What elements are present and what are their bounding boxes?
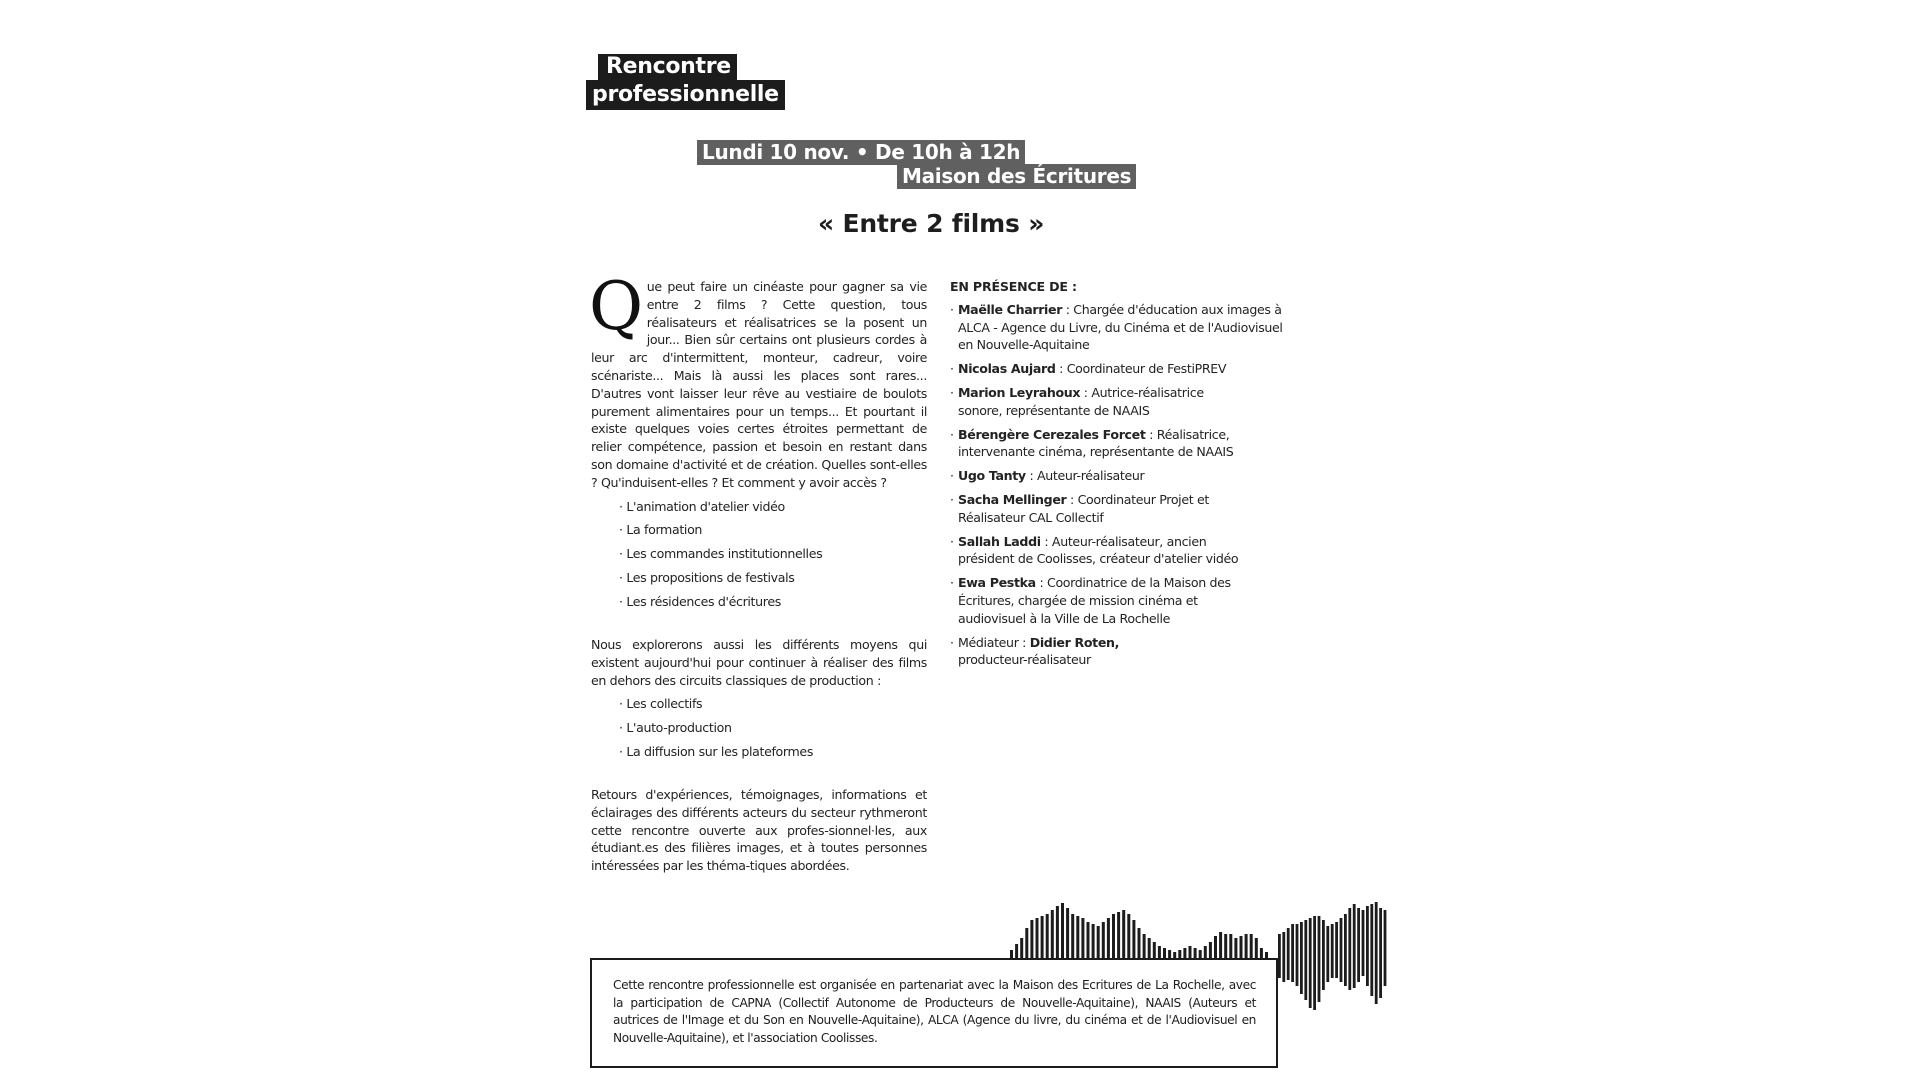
topics-list <box>591 498 927 611</box>
speaker-name: Sacha Mellinger <box>958 491 1067 507</box>
speaker-name: Bérengère Cerezales Forcet <box>958 426 1146 442</box>
waveform-bar <box>1362 910 1365 976</box>
event-type-tag-line1: Rencontre <box>598 54 737 80</box>
waveform-bar <box>1025 928 1028 958</box>
waveform-bar <box>1348 908 1351 990</box>
speaker-desc: : Coordinateur Projet et Réalisateur CAL Collectif <box>958 491 1209 525</box>
waveform-bar <box>1143 934 1146 958</box>
waveform-bar <box>1379 908 1382 998</box>
list-item: · L'auto-production <box>619 719 927 737</box>
means-list <box>591 695 927 761</box>
waveform-bar <box>1291 924 1294 982</box>
speaker-item <box>950 384 1285 420</box>
waveform-bar <box>1168 950 1171 958</box>
waveform-bar <box>1335 922 1338 978</box>
waveform-bar <box>1030 920 1033 958</box>
waveform-bar <box>1056 906 1059 958</box>
speaker-name: Ugo Tanty <box>958 468 1026 484</box>
waveform-bar <box>1344 914 1347 986</box>
waveform-bar <box>1051 910 1054 958</box>
speaker-desc: : Coordinateur de FestiPREV <box>1055 361 1227 377</box>
waveform-bar <box>1340 918 1343 982</box>
speaker-item <box>950 360 1285 378</box>
waveform-bar <box>1092 924 1095 958</box>
mediator-desc: producteur-réalisateur <box>958 652 1091 668</box>
waveform-bar <box>1132 920 1135 958</box>
list-item: · Les propositions de festivals <box>619 569 927 587</box>
list-item: · Les commandes institutionnelles <box>619 545 927 563</box>
waveform-bar <box>1309 918 1312 1008</box>
waveform-bar <box>1375 902 1378 1004</box>
page-title: « Entre 2 films » <box>818 209 1045 238</box>
speaker-item <box>950 491 1285 527</box>
waveform-bar <box>1138 928 1141 958</box>
speaker-name: Sallah Laddi <box>958 533 1041 549</box>
speaker-item <box>950 533 1285 569</box>
mediator-item <box>950 634 1285 670</box>
waveform-bar <box>1287 928 1290 980</box>
intro-text: ue peut faire un cinéaste pour gagner sa vie entre 2 films ? Cette question, tous réalisateurs et réalisatrices se la posent un jour... Bien sûr certains ont plusieurs cordes à leur arc d'intermittent, monteur, cadreur, voire scénariste... Mais là aussi les places sont rares... D'autres vont laisser leur rêve au vestiaire de boulots purement alimentaires pour un temps... Et pourtant il existe quelques voies certes étroites permettant de relier compétence, passion et besoin en restant dans son domaine d'activité et de création. Quelles sont-elles ? Qu'induisent-elles ? Et comment y avoir accès ? <box>591 279 927 490</box>
mediator-name: Didier Roten, <box>1029 634 1120 650</box>
waveform-bar <box>1384 910 1387 986</box>
waveform-bar <box>1066 908 1069 958</box>
waveform-bar <box>1199 950 1202 958</box>
speaker-name: Marion Leyrahoux <box>958 384 1081 400</box>
speaker-desc: : Réalisatrice, intervenante cinéma, représentante de NAAIS <box>958 426 1234 460</box>
list-item: · La formation <box>619 521 927 539</box>
waveform-bar <box>1357 908 1360 982</box>
waveform-bar <box>1366 906 1369 986</box>
waveform-bar <box>1278 934 1281 978</box>
speaker-item <box>950 426 1285 462</box>
waveform-bar <box>1041 916 1044 958</box>
waveform-bar <box>1300 922 1303 994</box>
speaker-desc: : Auteur-réalisateur <box>1025 468 1145 484</box>
event-venue: Maison des Écritures <box>897 164 1136 189</box>
speaker-name: Maëlle Charrier <box>958 301 1063 317</box>
closing-paragraph: Retours d'expériences, témoignages, informations et éclairages des différents acteurs du secteur rythmeront cette rencontre ouverte aux profes-sionnel·les, aux étudiant.es des filières images, et à toutes personnes intéressées par les théma-tiques abordées. <box>591 787 927 874</box>
waveform-bar <box>1326 926 1329 982</box>
waveform-bar <box>1260 948 1263 958</box>
waveform-bar <box>1183 948 1186 958</box>
speaker-name: Ewa Pestka <box>958 575 1036 591</box>
partners-text: Cette rencontre professionnelle est organisée en partenariat avec la Maison des Ecritures de La Rochelle, avec la participation de CAPNA (Collectif Autonome de Producteurs de Nouvelle-Aquitaine), NAAIS (Auteurs et autrices de l'Image et du Son en Nouvelle-Aquitaine), ALCA (Agence du livre, du cinéma et de l'Audiovisuel en Nouvelle-Aquitaine), et l'association Coolisses. <box>613 978 1256 1045</box>
waveform-bar <box>1107 918 1110 958</box>
waveform-bar <box>1214 936 1217 958</box>
waveform-bar <box>1282 932 1285 982</box>
waveform-bar <box>1046 914 1049 958</box>
right-column <box>950 278 1285 675</box>
speaker-desc: : Coordinatrice de la Maison des Écritures, chargée de mission cinéma et audiovisuel à la Ville de La Rochelle <box>958 575 1231 626</box>
speaker-item <box>950 574 1285 627</box>
waveform-bar <box>1194 948 1197 958</box>
waveform-bar <box>1097 926 1100 958</box>
waveform-bar <box>1010 950 1013 958</box>
waveform-bar <box>1117 912 1120 958</box>
list-item: · L'animation d'atelier vidéo <box>619 498 927 516</box>
waveform-bar <box>1163 948 1166 958</box>
waveform-bar <box>1331 924 1334 978</box>
waveform-bar <box>1322 920 1325 990</box>
waveform-bar <box>1087 922 1090 958</box>
speaker-name: Nicolas Aujard <box>958 361 1056 377</box>
waveform-bar <box>1296 924 1299 986</box>
waveform-bar <box>1240 936 1243 958</box>
waveform-bar <box>1020 938 1023 958</box>
waveform-bar <box>1102 922 1105 958</box>
drop-cap: Q <box>589 268 643 345</box>
speakers-list <box>950 301 1285 669</box>
waveform-bar <box>1112 914 1115 958</box>
left-column <box>589 268 927 875</box>
speakers-heading: EN PRÉSENCE DE : <box>950 279 1077 294</box>
speaker-item <box>950 301 1285 354</box>
intro-paragraph <box>589 268 927 492</box>
waveform-bar <box>1250 934 1253 958</box>
waveform-bar <box>1158 946 1161 958</box>
mediator-prefix: Médiateur : <box>958 634 1030 650</box>
list-item: · Les résidences d'écritures <box>619 593 927 611</box>
waveform-bar <box>1209 942 1212 958</box>
list-item: · La diffusion sur les plateformes <box>619 743 927 761</box>
waveform-bar <box>1370 904 1373 996</box>
waveform-bar <box>1234 938 1237 958</box>
waveform-bar <box>1189 946 1192 958</box>
waveform-bar <box>1061 903 1064 958</box>
waveform-bar <box>1036 918 1039 958</box>
speaker-desc: : Auteur-réalisateur, ancien président de Coolisses, créateur d'atelier vidéo <box>958 533 1239 567</box>
waveform-bar <box>1127 914 1130 958</box>
event-date-time: Lundi 10 nov. • De 10h à 12h <box>697 140 1025 165</box>
list-item: · Les collectifs <box>619 695 927 713</box>
waveform-bar <box>1153 942 1156 958</box>
waveform-bar <box>1081 918 1084 958</box>
waveform-bar <box>1353 904 1356 988</box>
speaker-item <box>950 467 1285 485</box>
waveform-bar <box>1224 934 1227 958</box>
waveform-bar <box>1178 950 1181 958</box>
waveform-bar <box>1255 938 1258 958</box>
means-paragraph: Nous explorerons aussi les différents moyens qui existent aujourd'hui pour continuer à réaliser des films en dehors des circuits classiques de production : <box>591 637 927 688</box>
waveform-bar <box>1015 944 1018 958</box>
event-type-tag-line2: professionnelle <box>586 80 785 110</box>
waveform-bar <box>1318 916 1321 1002</box>
waveform-bar <box>1122 910 1125 958</box>
waveform-bar <box>1304 920 1307 1000</box>
waveform-bar <box>1313 916 1316 1010</box>
waveform-bar <box>1071 914 1074 958</box>
partners-box <box>590 958 1278 1068</box>
waveform-bar <box>1229 934 1232 958</box>
speaker-desc: : Chargée d'éducation aux images à ALCA - Agence du Livre, du Cinéma et de l'Audiovisuel en Nouvelle-Aquitaine <box>958 301 1283 353</box>
speaker-desc: : Autrice-réalisatrice sonore, représentante de NAAIS <box>958 384 1204 418</box>
waveform-bar <box>1204 946 1207 958</box>
waveform-bar <box>1148 938 1151 958</box>
waveform-bar <box>1245 934 1248 958</box>
waveform-bar <box>1219 932 1222 958</box>
waveform-bar <box>1076 916 1079 958</box>
